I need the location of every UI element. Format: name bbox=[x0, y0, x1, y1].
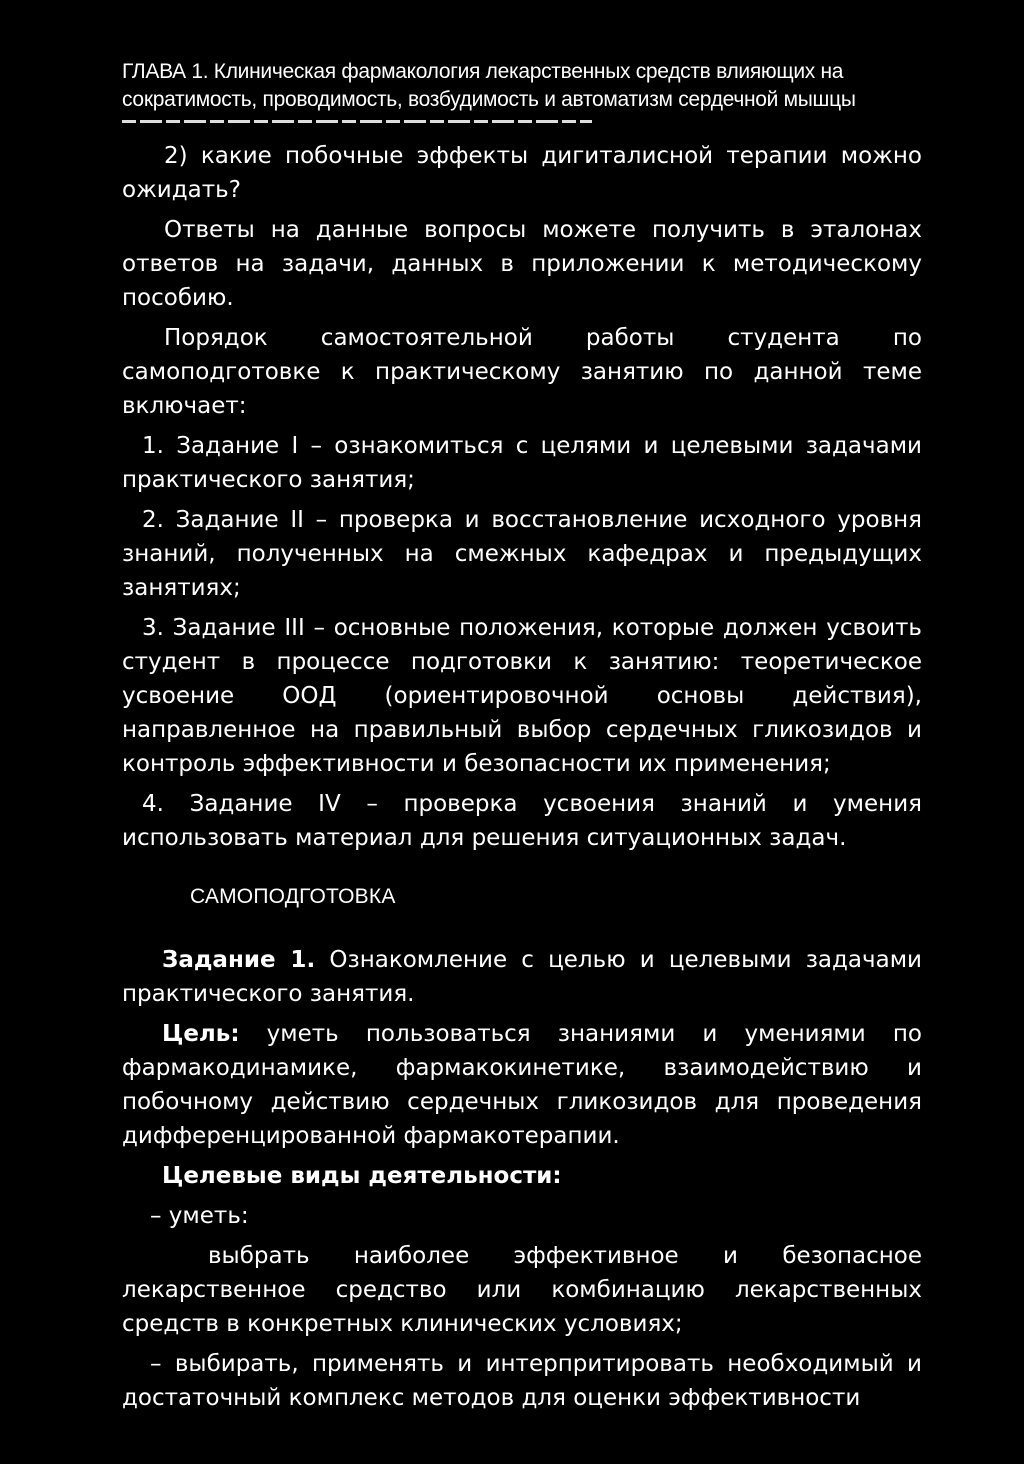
targets-label: Целевые виды деятельности: bbox=[162, 1163, 562, 1189]
question-2: 2) какие побочные эффекты дигиталисной терапии можно ожидать? bbox=[122, 143, 922, 203]
apply-item: – выбирать, применять и интерпритировать необходимый и достаточный комплекс методов для оценки эффективности bbox=[122, 1351, 922, 1411]
choose-item: выбрать наиболее эффективное и безопасное лекарственное средство или комбинацию лекарственных средств в конкретных клинических условиях; bbox=[122, 1243, 922, 1337]
task-4: 4. Задание IV – проверка усвоения знаний и умения использовать материал для решения ситуационных задач. bbox=[122, 791, 922, 851]
answers-note: Ответы на данные вопросы можете получить в эталонах ответов на задачи, данных в приложении к методическому пособию. bbox=[122, 217, 922, 311]
document-page bbox=[122, 58, 922, 1421]
goal-text: уметь пользоваться знаниями и умениями по фармакодинамике, фармакокинетике, взаимодействию и побочному действию сердечных гликозидов для проведения дифференцированной фармакотерапии. bbox=[122, 1021, 922, 1149]
umet-label: – уметь: bbox=[150, 1203, 249, 1229]
task-2: 2. Задание II – проверка и восстановление исходного уровня знаний, полученных на смежных кафедрах и предыдущих занятиях; bbox=[122, 507, 922, 601]
goal-paragraph bbox=[122, 1017, 922, 1153]
zadanie-1-text: Ознакомление с целью и целевыми задачами практического занятия. bbox=[122, 947, 923, 1007]
header-divider bbox=[122, 120, 592, 123]
chapter-header: ГЛАВА 1. Клиническая фармакология лекарственных средств влияющих на сократимость, проводимость, возбудимость и автоматизм сердечной мышцы bbox=[122, 60, 856, 111]
task-1: 1. Задание I – ознакомиться с целями и целевыми задачами практического занятия; bbox=[122, 433, 922, 493]
targets-heading bbox=[122, 1159, 922, 1193]
goal-label: Цель: bbox=[162, 1021, 240, 1047]
task-3: 3. Задание III – основные положения, которые должен усвоить студент в процессе подготовки к занятию: теоретическое усвоение ООД (ориентировочной основы действия), направленное на правильный выбор сердечных гликозидов и контроль эффективности и безопасности их применения; bbox=[122, 615, 922, 777]
order-intro: Порядок самостоятельной работы студента по самоподготовке к практическому занятию по данной теме включает: bbox=[122, 325, 922, 419]
zadanie-1-label: Задание 1. bbox=[162, 947, 316, 973]
section-title: САМОПОДГОТОВКА bbox=[190, 885, 396, 908]
zadanie-1-paragraph bbox=[122, 943, 922, 1011]
